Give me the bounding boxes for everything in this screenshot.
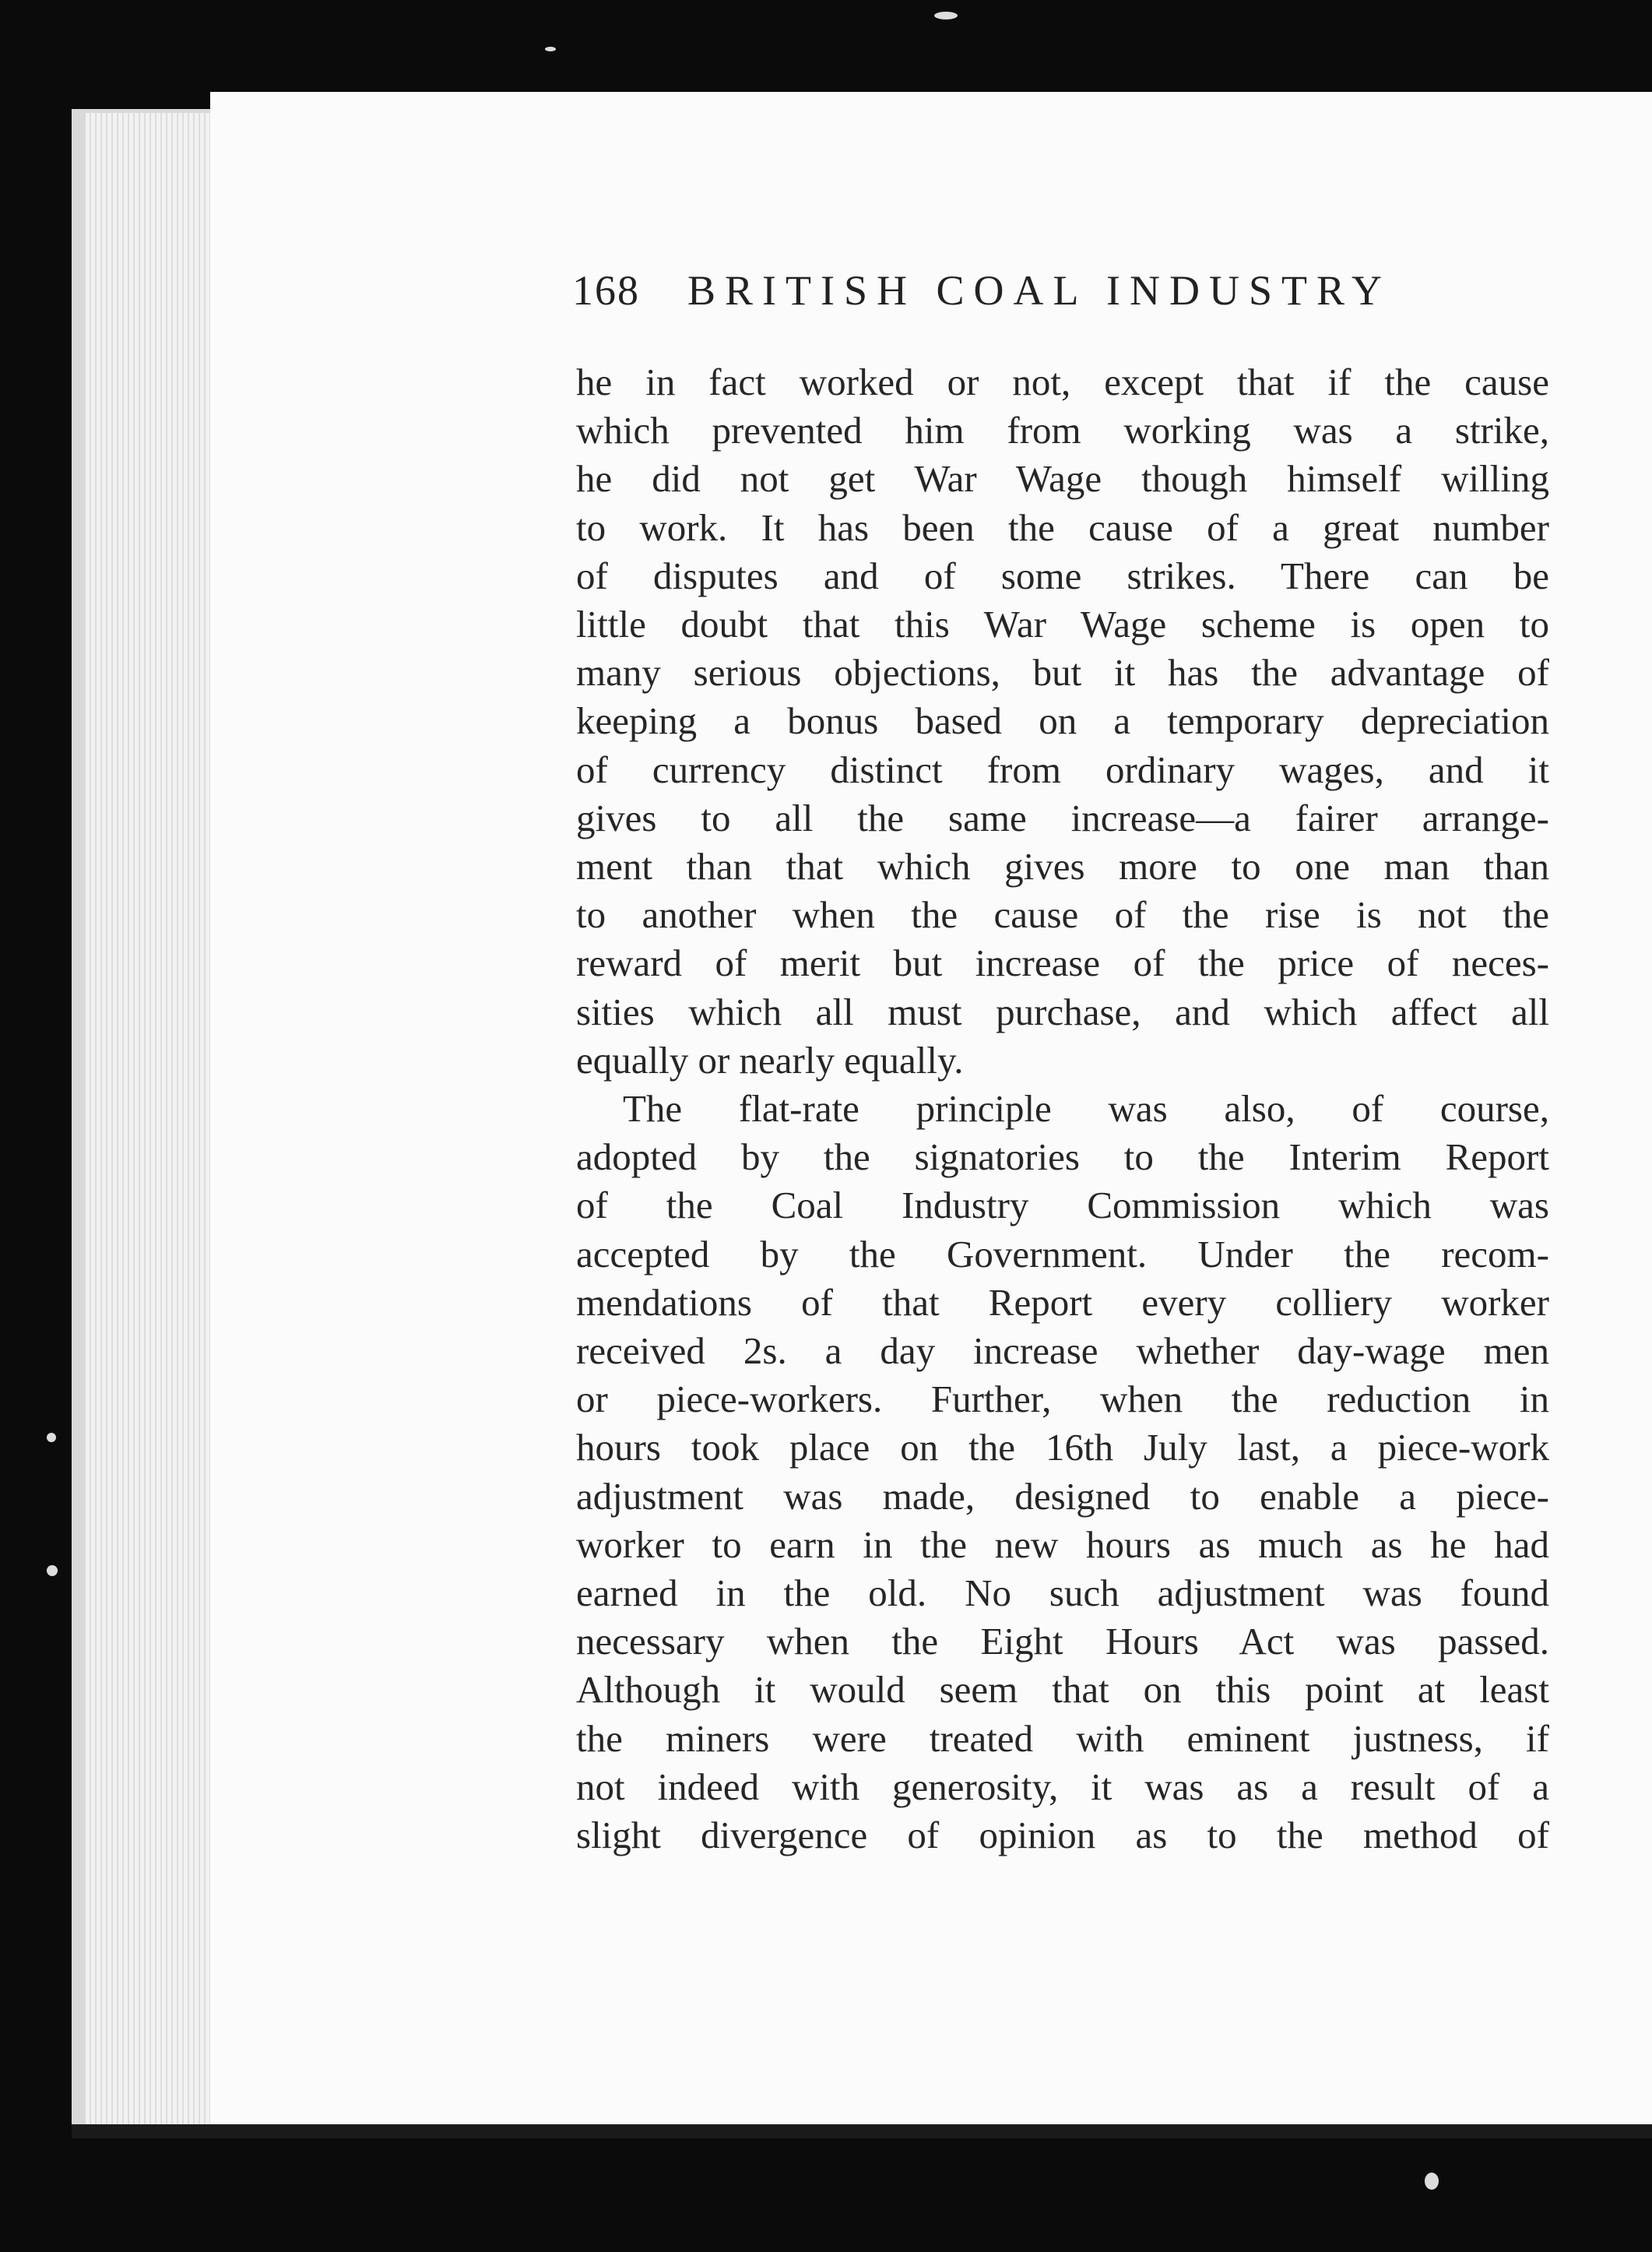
running-title: BRITISH COAL INDUSTRY (687, 267, 1392, 314)
text-line: Although it would seem that on this point at least (576, 1668, 1549, 1712)
text-line: earned in the old. No such adjustment was found (576, 1571, 1549, 1615)
page-edges (86, 113, 226, 2130)
paragraph-1 (576, 358, 1549, 1085)
body-text (576, 358, 1549, 1860)
text-line: the miners were treated with eminent justness, if (576, 1716, 1549, 1760)
text-line: he in fact worked or not, except that if the cause (576, 361, 1549, 403)
text-line: accepted by the Government. Under the recom- (576, 1232, 1549, 1276)
text-line: hours took place on the 16th July last, a piece-work (576, 1426, 1549, 1469)
text-line: ment than that which gives more to one man than (576, 845, 1549, 888)
text-line: adopted by the signatories to the Interim Report (576, 1135, 1549, 1179)
text-line: slight divergence of opinion as to the method of (576, 1814, 1549, 1857)
dust-speck (47, 1433, 56, 1442)
text-line: worker to earn in the new hours as much as he had (576, 1522, 1549, 1566)
text-line: of currency distinct from ordinary wages, and it (576, 748, 1549, 791)
text-line: received 2s. a day increase whether day-wage men (576, 1329, 1549, 1373)
text-line: or piece-workers. Further, when the reduction in (576, 1378, 1549, 1421)
text-line: of the Coal Industry Commission which was (576, 1184, 1549, 1227)
text-line: necessary when the Eight Hours Act was passed. (576, 1620, 1549, 1663)
page-header (572, 257, 1460, 327)
text-line: gives to all the same increase—a fairer arrange- (576, 796, 1549, 839)
text-line: many serious objections, but it has the advantage of (576, 651, 1549, 695)
text-line: keeping a bonus based on a temporary depreciation (576, 699, 1549, 743)
text-line: equally or nearly equally. (576, 1038, 964, 1082)
dust-speck (934, 12, 958, 19)
text-line: which prevented him from working was a strike, (576, 409, 1549, 452)
text-line: mendations of that Report every colliery worker (576, 1280, 1549, 1324)
dust-speck (545, 47, 556, 51)
text-line: not indeed with generosity, it was as a result of a (576, 1765, 1549, 1808)
text-line: to another when the cause of the rise is not the (576, 893, 1549, 937)
paragraph-2 (576, 1085, 1549, 1860)
text-line: reward of merit but increase of the price of neces- (576, 941, 1549, 985)
page-number: 168 (572, 267, 640, 314)
text-line: little doubt that this War Wage scheme is open to (576, 603, 1549, 646)
dust-speck (47, 1565, 58, 1576)
text-line: adjustment was made, designed to enable a piece- (576, 1474, 1549, 1518)
text-line: he did not get War Wage though himself willing (576, 457, 1549, 501)
text-line: The flat-rate principle was also, of course, (623, 1087, 1549, 1131)
text-line: of disputes and of some strikes. There can be (576, 554, 1549, 597)
dust-speck (1425, 2173, 1439, 2190)
text-line: to work. It has been the cause of a great number (576, 505, 1549, 549)
page-shadow (72, 2124, 1652, 2138)
text-line: sities which all must purchase, and which affect all (576, 990, 1549, 1033)
